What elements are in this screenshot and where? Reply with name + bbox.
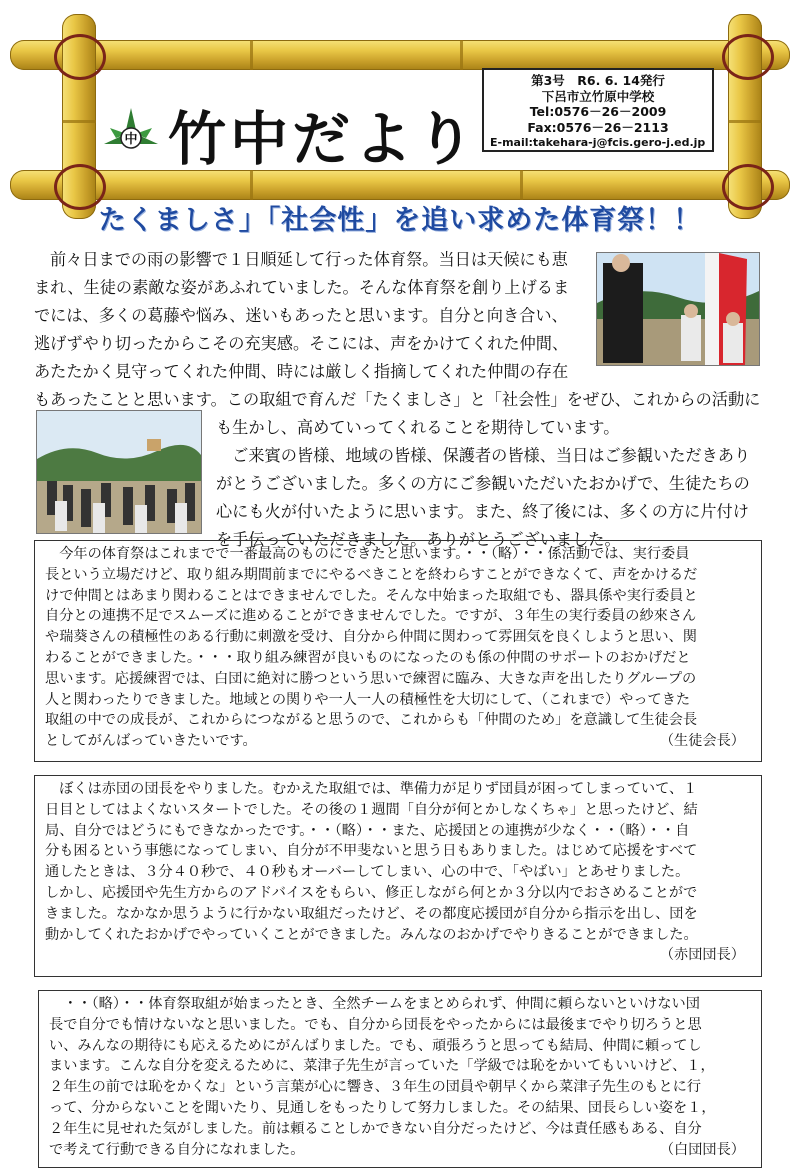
school-name: 下呂市立竹原中学校 [541, 88, 655, 104]
quote-line: 局、自分ではどうにもできなかったです。・・（略）・・また、応援団との連携が少なく・・（略）・・自 [45, 822, 690, 839]
quote-line: 長で自分でも情けないなと思いました。でも、自分から団長をやったからには最後までやり切ろうと思 [49, 1016, 702, 1033]
quote-line: って、分からないことを聞いたり、見通しをもったりして努力しました。その結果、団長らしい姿を１， [49, 1099, 716, 1116]
quote-line: い、みんなの期待にも応えるためにがんばりました。でも、頑張ろうと思っても結局、仲間に頼ってし [49, 1037, 702, 1054]
quote-line: ・・（略）・・体育祭取組が始まったとき、全然チームをまとめられず、仲間に頼らないといけない団 [49, 996, 700, 1012]
bamboo-pole-top [10, 40, 790, 70]
photo-flag-ceremony [596, 252, 760, 366]
intro-line: を手伝っていただきました。ありがとうございました。 [216, 530, 621, 549]
quote-line: ２年生の前では恥をかくな」という言葉が心に響き、３年生の団員や朝早くから菜津子先生のもとに行 [49, 1079, 702, 1096]
bamboo-node [728, 120, 762, 123]
bamboo-node [460, 40, 463, 70]
intro-line: 心にも火が付いたように思います。また、終了後には、多くの方に片付け [216, 502, 749, 521]
quote-line: で考えて行動できる自分になれました。 [49, 1141, 305, 1158]
quote-signature: （赤団団長） [659, 947, 745, 964]
bamboo-node [520, 170, 523, 200]
quote-line: 取組の中での成長が、これからにつながると思うので、これからも「仲間のため」を意識して生徒会長 [45, 712, 698, 729]
school-emblem-icon [100, 104, 162, 160]
intro-line: ご来賓の皆様、地域の皆様、保護者の皆様、当日はご参観いただきあり [216, 446, 751, 465]
quote-line: けで仲間とはあまり関わることはできませんでした。そんな中始まった取組でも、器具係や実行委員と [45, 587, 698, 604]
quote-box-white-team-captain [38, 990, 762, 1168]
issue-info-box [482, 68, 714, 152]
quote-line: きました。なかなか思うように行かない取組だったけど、その都度応援団が自分から指示を出し、団を [45, 905, 698, 922]
intro-line: まれ、生徒の素敵な姿があふれていました。そんな体育祭を創り上げるま [34, 278, 570, 297]
quote-line: 日目としてはよくないスタートでした。その後の１週間「自分が何とかしなくちゃ」と思ったけど、結 [45, 801, 698, 818]
intro-line: 逃げずやり切ったからこその充実感。そこには、声をかけてくれた仲間、 [34, 334, 569, 353]
quote-line: としてがんばっていきたいです。 [45, 733, 257, 750]
intro-line: もあったことと思います。この取組で育んだ「たくましさ」と「社会性」をぜひ、これからの活動に [34, 390, 761, 409]
bamboo-node [250, 40, 253, 70]
email-address: E-mail:takehara-j@fcis.gero-j.ed.jp [490, 136, 706, 149]
emblem-text: 中 [124, 132, 138, 147]
quote-line: 自分との連携不足でスムーズに進めることができませんでした。ですが、３年生の実行委員の紗來さん [45, 608, 697, 625]
intro-text-bottom [216, 414, 750, 554]
quote-box-student-council-president [34, 540, 762, 762]
rope-knot [54, 34, 106, 80]
intro-line: も生かし、高めていってくれることを期待しています。 [216, 418, 620, 437]
quote-line: 分も困るという事態になってしまい、自分が不甲斐ないと思う日もありました。はじめて応援をすべて [45, 843, 698, 860]
photo-ball-game [36, 410, 202, 534]
quote-signature: （白団団長） [659, 1141, 745, 1158]
intro-line: あたたかく見守ってくれた仲間、時には厳しく指摘してくれた仲間の存在 [34, 362, 569, 381]
masthead [100, 92, 480, 172]
quote-line: 動かしてくれたおかげでやっていくことができました。みんなのおかげでやりきることができました。 [45, 926, 698, 943]
rope-knot [722, 34, 774, 80]
quote-line: しかし、応援団や先生方からのアドバイスをもらい、修正しながら何とか３分以内でおさめることがで [45, 884, 698, 901]
quote-box-red-team-captain [34, 775, 762, 977]
quote-line: や瑞葵さんの積極性のある行動に刺激を受け、自分から仲間に関わって雰囲気を良くしようと思い、関 [45, 629, 697, 646]
quote-line: ２年生に見せれた気がしました。前は頼ることしかできない自分だったけど、今は責任感もある、自分 [49, 1120, 702, 1137]
quote-line: 長という立場だけど、取り組み期間前までにやるべきことを終わらすことができなくて、声をかけるだ [45, 566, 698, 583]
quote-signature: （生徒会長） [659, 733, 745, 750]
quote-line: 今年の体育祭はこれまでで一番最高のものにできたと思います。・・（略）・・係活動では、実行委員 [45, 546, 690, 562]
headline: たくましさ」「社会性」を追い求めた体育祭！！ [98, 205, 702, 236]
quote-line: まいます。こんな自分を変えるために、菜津子先生が言っていた「学級では恥をかいてもいいけど、１， [49, 1058, 715, 1075]
fax: Fax:0576－26－2113 [527, 119, 669, 135]
quote-line: 通したときは、３分４０秒で、４０秒もオーバーしてしまい、心の中で、「やばい」とあせりました。 [45, 864, 690, 881]
intro-line: でには、多くの葛藤や悩み、迷いもあったと思います。自分と向き合い、 [34, 306, 568, 325]
newsletter-title: 竹中だより [168, 105, 479, 173]
telephone: Tel:0576－26－2009 [529, 104, 667, 119]
issue-number: 第3号 R6. 6. 14発行 [531, 73, 665, 88]
quote-line: ぼくは赤団の団長をやりました。むかえた取組では、準備力が足りず団員が困ってしまっていて、１ [45, 781, 698, 797]
intro-line: がとうございました。多くの方にご参観いただいたおかげで、生徒たちの [216, 474, 750, 493]
intro-line: 前々日までの雨の影響で１日順延して行った体育祭。当日は天候にも恵 [50, 250, 568, 269]
quote-line: わることができました。・・・取り組み練習が良いものになったのも係の仲間のサポートのおかげだと [45, 649, 691, 666]
quote-line: 人と関わったりできました。地域との関りや一人一人の積極性を大切にして、（これまで）やってきた [45, 691, 691, 708]
quote-line: 思います。応援練習では、白団に絶対に勝つという思いで練習に臨み、大きな声を出したりグループの [45, 670, 697, 687]
bamboo-node [62, 120, 96, 123]
